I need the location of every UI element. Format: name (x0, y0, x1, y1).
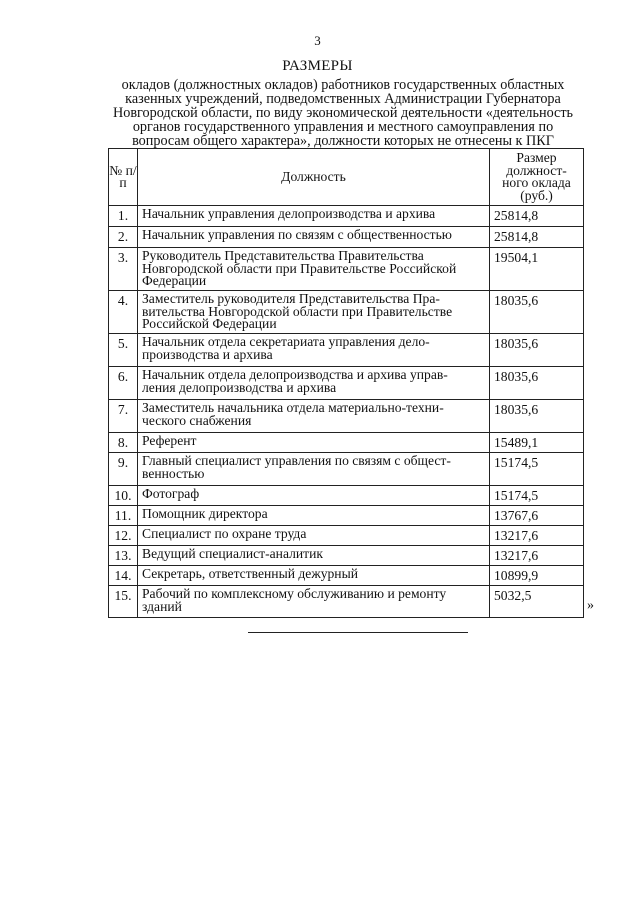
row-number: 10. (109, 486, 138, 506)
row-number: 15. (109, 586, 138, 618)
row-position (138, 486, 490, 506)
row-number: 7. (109, 400, 138, 433)
table-row (109, 433, 584, 453)
row-salary: 13217,6 (490, 526, 584, 546)
position-line: зданий (142, 598, 182, 614)
row-position (138, 334, 490, 367)
header-salary-line: ного оклада (502, 175, 571, 190)
position-line: Новгородской области при Правительстве Российской (142, 260, 457, 276)
salary-table (108, 148, 584, 618)
row-number: 11. (109, 506, 138, 526)
table-row (109, 546, 584, 566)
row-salary: 15174,5 (490, 453, 584, 486)
row-salary: 25814,8 (490, 227, 584, 248)
position-line: производства и архива (142, 346, 273, 362)
row-position (138, 506, 490, 526)
row-salary: 18035,6 (490, 291, 584, 334)
position-line: Начальник управления по связям с общественностью (142, 227, 452, 242)
position-line: Специалист по охране труда (142, 526, 307, 541)
position-line: Руководитель Представительства Правительства (142, 248, 424, 263)
row-number: 13. (109, 546, 138, 566)
header-salary-line: должност- (506, 162, 567, 178)
document-heading: РАЗМЕРЫ (282, 58, 353, 74)
table-row (109, 566, 584, 586)
subtitle-line: органов государственного управления и местного самоуправления по (132, 119, 554, 135)
table-row (109, 486, 584, 506)
row-number: 1. (109, 206, 138, 227)
header-salary-line: (руб.) (520, 187, 553, 203)
row-number: 9. (109, 453, 138, 486)
row-position (138, 546, 490, 566)
row-position (138, 206, 490, 227)
position-line: Секретарь, ответственный дежурный (142, 566, 358, 581)
subtitle-line: казенных учреждений, подведомственных Администрации Губернатора (125, 91, 561, 107)
row-number: 3. (109, 248, 138, 291)
document-subtitle (108, 78, 578, 148)
subtitle-line: Новгородской области, по виду экономической деятельности «деятельность (113, 105, 573, 121)
row-salary: 15489,1 (490, 433, 584, 453)
subtitle-line: вопросам общего характера», должности которых не отнесены к ПКГ (132, 133, 554, 149)
position-line: Референт (142, 433, 197, 448)
table-row (109, 526, 584, 546)
table-row (109, 206, 584, 227)
row-salary: 10899,9 (490, 566, 584, 586)
row-number: 5. (109, 334, 138, 367)
position-line: Фотограф (142, 486, 200, 501)
row-position (138, 566, 490, 586)
position-line: Заместитель начальника отдела материально-техни- (142, 400, 444, 415)
table-row (109, 227, 584, 248)
table-body (109, 206, 584, 618)
position-line: венностью (142, 465, 205, 481)
row-number: 8. (109, 433, 138, 453)
row-number: 2. (109, 227, 138, 248)
header-salary-line: Размер (516, 150, 557, 165)
position-line: Начальник управления делопроизводства и архива (142, 206, 436, 221)
table-header-row (109, 149, 584, 206)
table-row (109, 453, 584, 486)
page-number: 3 (314, 33, 321, 48)
header-position: Должность (138, 149, 490, 206)
position-line: Начальник отдела делопроизводства и архива управ- (142, 367, 448, 382)
header-number: № п/п (109, 149, 138, 206)
header-salary (490, 149, 584, 206)
position-line: Ведущий специалист-аналитик (142, 546, 323, 561)
row-salary: 18035,6 (490, 334, 584, 367)
row-position (138, 248, 490, 291)
table-row (109, 586, 584, 618)
row-salary: 13217,6 (490, 546, 584, 566)
table-row (109, 291, 584, 334)
row-number: 12. (109, 526, 138, 546)
row-salary: 5032,5 (490, 586, 584, 618)
row-position (138, 400, 490, 433)
position-line: Федерации (142, 273, 207, 288)
table-row (109, 248, 584, 291)
position-line: ческого снабжения (142, 412, 252, 428)
row-position (138, 433, 490, 453)
row-salary: 18035,6 (490, 367, 584, 400)
row-number: 6. (109, 367, 138, 400)
row-position (138, 526, 490, 546)
row-salary: 15174,5 (490, 486, 584, 506)
position-line: Российской Федерации (142, 316, 277, 331)
row-salary: 13767,6 (490, 506, 584, 526)
bottom-rule (248, 632, 468, 633)
position-line: Рабочий по комплексному обслуживанию и ремонту (142, 586, 447, 601)
position-line: ления делопроизводства и архива (142, 379, 337, 395)
row-number: 4. (109, 291, 138, 334)
table-row (109, 506, 584, 526)
row-salary: 18035,6 (490, 400, 584, 433)
position-line: вительства Новгородской области при Правительстве (142, 303, 453, 319)
table-row (109, 334, 584, 367)
row-position (138, 453, 490, 486)
table-row (109, 367, 584, 400)
row-salary: 25814,8 (490, 206, 584, 227)
position-line: Заместитель руководителя Представительства Пра- (142, 291, 440, 306)
row-position (138, 227, 490, 248)
closing-quote: » (587, 598, 594, 613)
row-position (138, 586, 490, 618)
row-position (138, 367, 490, 400)
position-line: Главный специалист управления по связям с общест- (142, 453, 451, 468)
row-position (138, 291, 490, 334)
table-row (109, 400, 584, 433)
row-number: 14. (109, 566, 138, 586)
row-salary: 19504,1 (490, 248, 584, 291)
position-line: Начальник отдела секретариата управления дело- (142, 334, 430, 349)
subtitle-line: окладов (должностных окладов) работников государственных областных (121, 77, 565, 93)
position-line: Помощник директора (142, 506, 268, 521)
